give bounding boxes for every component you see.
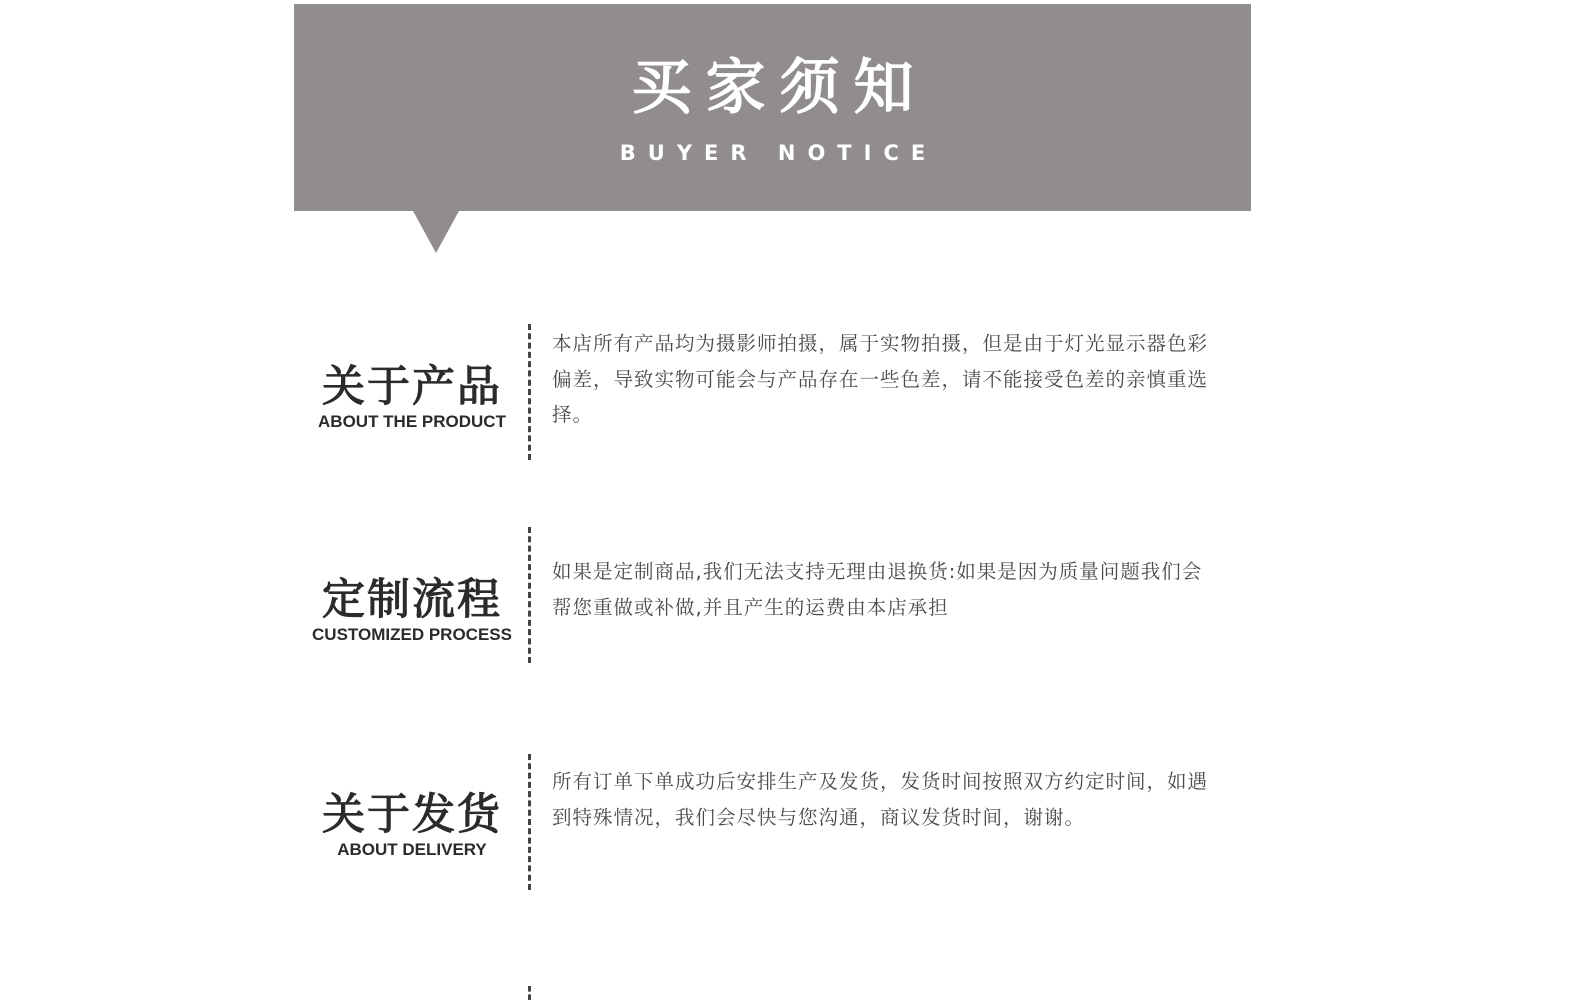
section-customized-process (294, 525, 1251, 670)
dashed-divider-next (528, 986, 531, 1000)
section-title-en: ABOUT DELIVERY (337, 840, 487, 859)
banner-pointer-triangle (413, 211, 459, 253)
section-text: 本店所有产品均为摄影师拍摄，属于实物拍摄，但是由于灯光显示器色彩偏差，导致实物可能会与产品存在一些色差，请不能接受色差的亲慎重选择。 (552, 332, 1209, 426)
section-text: 如果是定制商品,我们无法支持无理由退换货:如果是因为质量问题我们会帮您重做或补做,并且产生的运费由本店承担 (552, 560, 1203, 619)
section-title-en: CUSTOMIZED PROCESS (312, 625, 512, 644)
section-about-product (294, 320, 1251, 465)
section-heading (294, 362, 530, 432)
section-about-delivery (294, 752, 1251, 897)
section-title-en: ABOUT THE PRODUCT (318, 412, 506, 431)
section-text: 所有订单下单成功后安排生产及发货，发货时间按照双方约定时间，如遇到特殊情况，我们会尽快与您沟通，商议发货时间，谢谢。 (552, 770, 1209, 829)
dashed-divider (528, 324, 531, 460)
section-heading (294, 575, 530, 645)
section-title-cn: 关于产品 (322, 362, 502, 412)
banner-title: 买家须知 (631, 53, 928, 123)
section-title-cn: 关于发货 (322, 790, 502, 840)
section-title-cn: 定制流程 (322, 575, 502, 625)
dashed-divider (528, 527, 531, 663)
buyer-notice-banner (294, 4, 1251, 211)
section-heading (294, 790, 530, 860)
banner-subtitle: BUYER NOTICE (619, 141, 938, 165)
dashed-divider (528, 754, 531, 890)
